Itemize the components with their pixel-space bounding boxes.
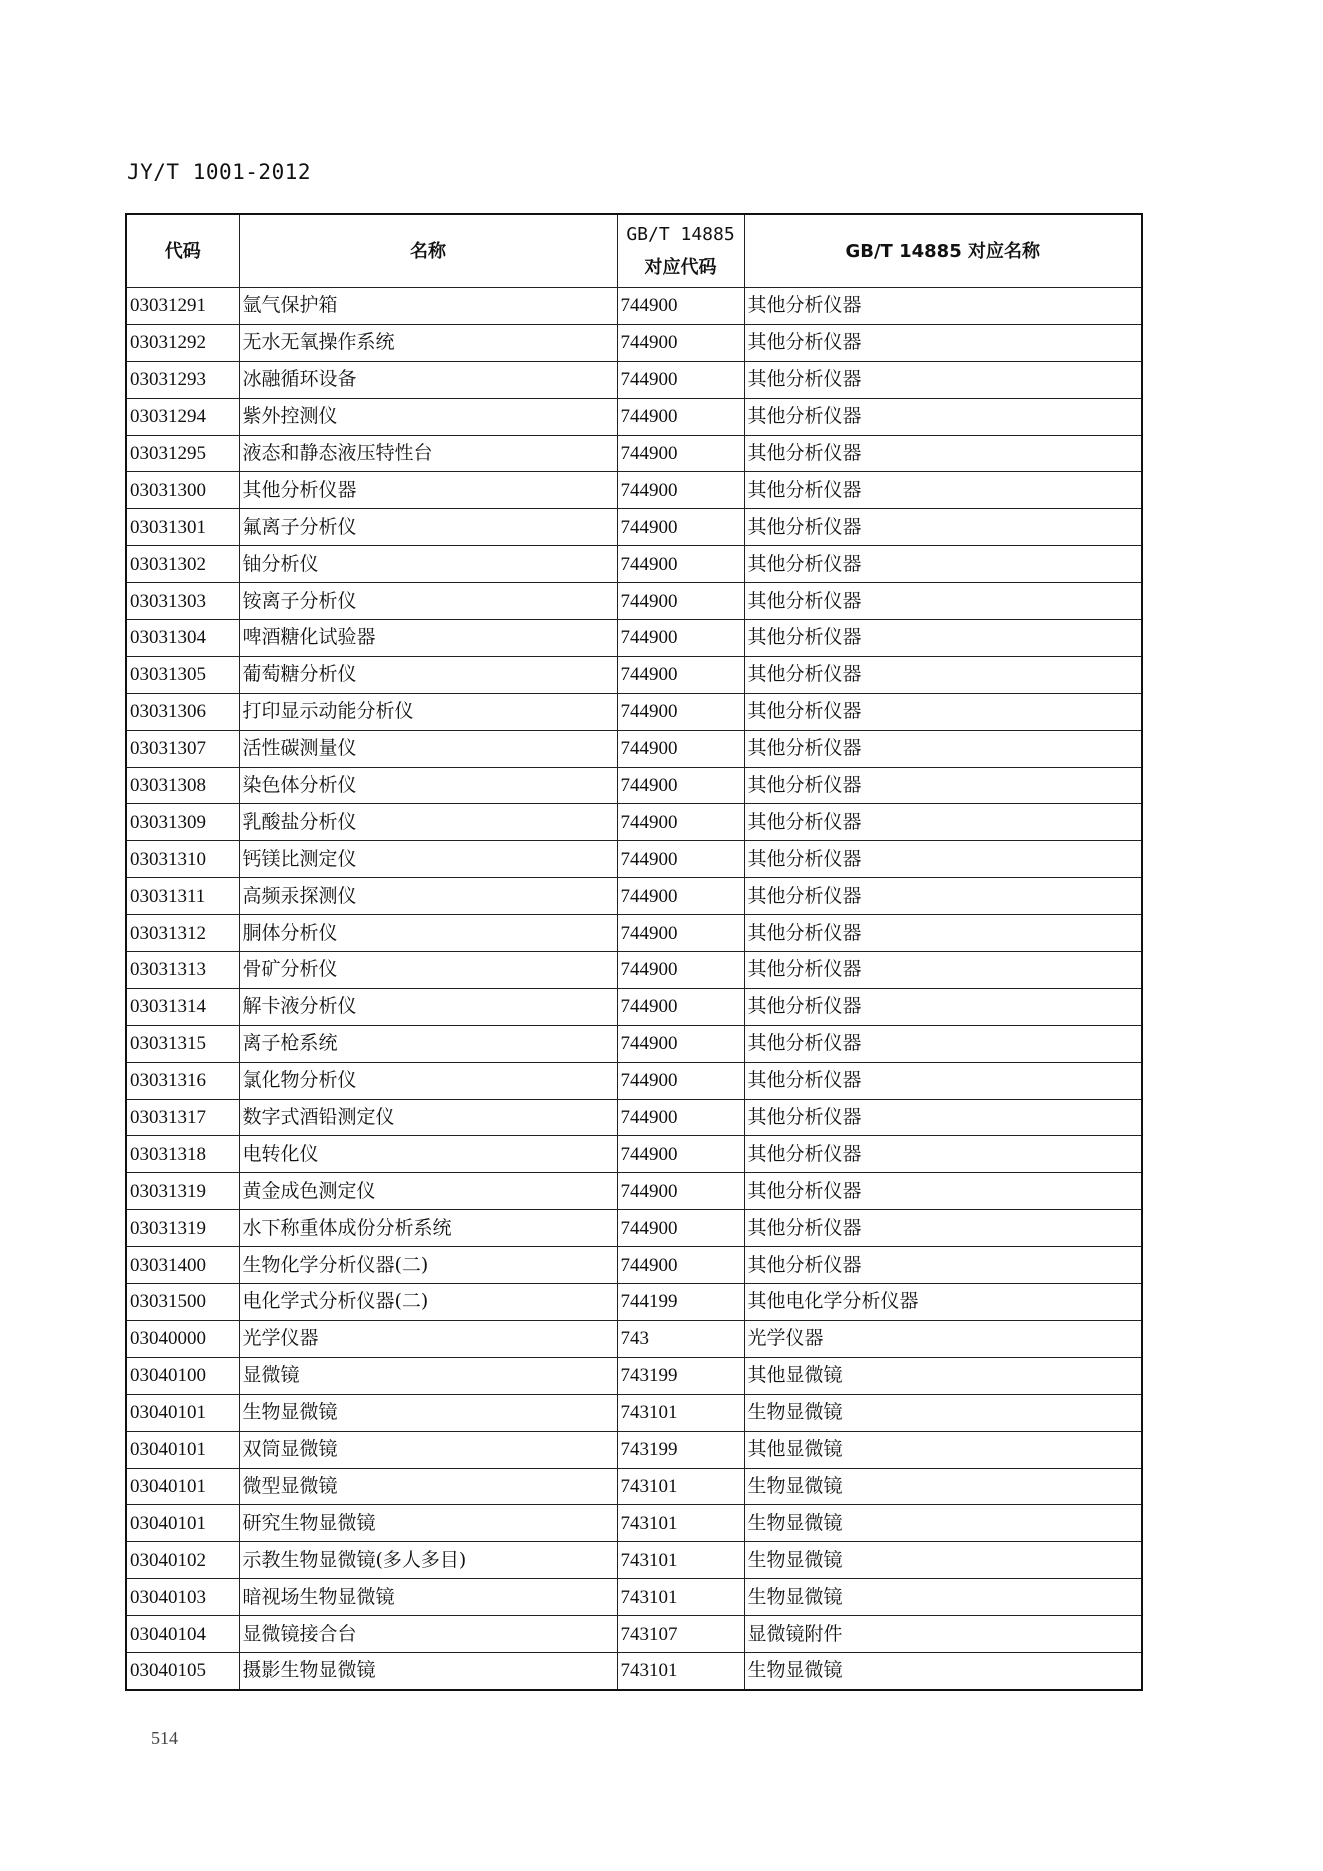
cell-gb-name: 其他分析仪器 [744,656,1142,693]
cell-gb-code: 743101 [617,1542,744,1579]
table-row [126,398,1142,435]
cell-gb-code: 744900 [617,509,744,546]
cell-gb-code: 744900 [617,398,744,435]
cell-code: 03031292 [126,324,239,361]
cell-gb-code: 743 [617,1320,744,1357]
cell-gb-code: 743199 [617,1431,744,1468]
column-header-gb-name: GB/T 14885 对应名称 [744,214,1142,288]
cell-name: 无水无氧操作系统 [239,324,617,361]
cell-gb-code: 744900 [617,1099,744,1136]
cell-gb-code: 744900 [617,361,744,398]
cell-gb-name: 其他显微镜 [744,1431,1142,1468]
column-header-gb-code [617,214,744,288]
cell-gb-code: 744900 [617,841,744,878]
cell-gb-name: 其他分析仪器 [744,620,1142,657]
cell-code: 03031318 [126,1136,239,1173]
column-header-gb-code-line2: 对应代码 [644,257,717,278]
cell-gb-name: 其他分析仪器 [744,915,1142,952]
cell-gb-name: 其他分析仪器 [744,1136,1142,1173]
table-row [126,435,1142,472]
cell-gb-name: 生物显微镜 [744,1579,1142,1616]
cell-name: 乳酸盐分析仪 [239,804,617,841]
cell-code: 03031295 [126,435,239,472]
cell-code: 03040000 [126,1320,239,1357]
table-row [126,915,1142,952]
cell-gb-name: 其他分析仪器 [744,398,1142,435]
table-row [126,1394,1142,1431]
cell-name: 研究生物显微镜 [239,1505,617,1542]
cell-gb-name: 其他分析仪器 [744,841,1142,878]
cell-gb-name: 其他分析仪器 [744,1099,1142,1136]
cell-gb-code: 744900 [617,988,744,1025]
cell-code: 03031303 [126,583,239,620]
cell-gb-code: 743101 [617,1505,744,1542]
cell-name: 啤酒糖化试验器 [239,620,617,657]
cell-name: 染色体分析仪 [239,767,617,804]
table-row [126,1579,1142,1616]
table-row [126,1247,1142,1284]
cell-gb-code: 744900 [617,656,744,693]
cell-gb-code: 743101 [617,1394,744,1431]
cell-code: 03031311 [126,878,239,915]
cell-name: 电转化仪 [239,1136,617,1173]
cell-gb-name: 其他分析仪器 [744,693,1142,730]
cell-gb-code: 744199 [617,1284,744,1321]
cell-gb-name: 生物显微镜 [744,1542,1142,1579]
cell-code: 03031313 [126,952,239,989]
cell-gb-code: 744900 [617,620,744,657]
table-row [126,841,1142,878]
table-row [126,1099,1142,1136]
table-row [126,288,1142,325]
cell-code: 03031400 [126,1247,239,1284]
cell-code: 03031305 [126,656,239,693]
cell-code: 03031319 [126,1210,239,1247]
cell-gb-code: 744900 [617,435,744,472]
cell-code: 03031314 [126,988,239,1025]
table-row [126,1542,1142,1579]
table-row [126,1284,1142,1321]
table-row [126,1025,1142,1062]
table-row [126,804,1142,841]
table-row [126,656,1142,693]
table-row [126,1062,1142,1099]
cell-gb-code: 744900 [617,804,744,841]
cell-gb-name: 其他分析仪器 [744,804,1142,841]
column-header-name: 名称 [239,214,617,288]
table-header-row [126,214,1142,288]
cell-gb-name: 其他分析仪器 [744,509,1142,546]
cell-code: 03031319 [126,1173,239,1210]
cell-gb-code: 743101 [617,1652,744,1689]
cell-code: 03031301 [126,509,239,546]
table-row [126,1431,1142,1468]
column-header-code: 代码 [126,214,239,288]
table-row [126,1616,1142,1653]
cell-gb-code: 744900 [617,730,744,767]
cell-name: 氩气保护箱 [239,288,617,325]
table-row [126,1505,1142,1542]
cell-code: 03040101 [126,1431,239,1468]
cell-code: 03040100 [126,1357,239,1394]
cell-gb-code: 744900 [617,1062,744,1099]
cell-gb-name: 生物显微镜 [744,1394,1142,1431]
cell-code: 03031307 [126,730,239,767]
cell-gb-code: 744900 [617,583,744,620]
cell-code: 03040103 [126,1579,239,1616]
cell-name: 显微镜接合台 [239,1616,617,1653]
table-row [126,767,1142,804]
cell-gb-name: 其他分析仪器 [744,988,1142,1025]
cell-name: 打印显示动能分析仪 [239,693,617,730]
cell-gb-name: 其他分析仪器 [744,767,1142,804]
cell-gb-code: 744900 [617,324,744,361]
cell-name: 显微镜 [239,1357,617,1394]
cell-name: 骨矿分析仪 [239,952,617,989]
cell-gb-name: 其他分析仪器 [744,1025,1142,1062]
cell-gb-name: 其他分析仪器 [744,435,1142,472]
cell-code: 03031293 [126,361,239,398]
cell-gb-name: 其他分析仪器 [744,730,1142,767]
table-row [126,361,1142,398]
cell-code: 03031309 [126,804,239,841]
cell-name: 紫外控测仪 [239,398,617,435]
cell-name: 示教生物显微镜(多人多目) [239,1542,617,1579]
cell-gb-name: 其他分析仪器 [744,1247,1142,1284]
cell-gb-name: 其他分析仪器 [744,1173,1142,1210]
cell-gb-name: 其他显微镜 [744,1357,1142,1394]
page-number: 514 [151,1728,178,1748]
cell-name: 离子枪系统 [239,1025,617,1062]
cell-gb-name: 生物显微镜 [744,1652,1142,1689]
cell-name: 氯化物分析仪 [239,1062,617,1099]
cell-name: 氟离子分析仪 [239,509,617,546]
cell-gb-name: 其他分析仪器 [744,952,1142,989]
cell-gb-name: 光学仪器 [744,1320,1142,1357]
cell-name: 液态和静态液压特性台 [239,435,617,472]
cell-gb-name: 其他分析仪器 [744,288,1142,325]
cell-code: 03031294 [126,398,239,435]
cell-name: 电化学式分析仪器(二) [239,1284,617,1321]
cell-gb-code: 744900 [617,767,744,804]
cell-gb-name: 其他分析仪器 [744,1062,1142,1099]
cell-gb-name: 生物显微镜 [744,1505,1142,1542]
cell-name: 黄金成色测定仪 [239,1173,617,1210]
cell-gb-code: 744900 [617,915,744,952]
cell-name: 生物显微镜 [239,1394,617,1431]
cell-name: 活性碳测量仪 [239,730,617,767]
table-row [126,324,1142,361]
table-row [126,878,1142,915]
cell-code: 03031306 [126,693,239,730]
cell-gb-code: 744900 [617,1173,744,1210]
cell-code: 03031308 [126,767,239,804]
cell-code: 03031300 [126,472,239,509]
cell-name: 其他分析仪器 [239,472,617,509]
table-row [126,730,1142,767]
document-header: JY/T 1001-2012 [127,160,312,184]
table-row [126,1173,1142,1210]
table-row [126,472,1142,509]
cell-code: 03031315 [126,1025,239,1062]
table-row [126,583,1142,620]
cell-code: 03031310 [126,841,239,878]
cell-name: 摄影生物显微镜 [239,1652,617,1689]
cell-gb-name: 其他分析仪器 [744,324,1142,361]
cell-gb-name: 其他分析仪器 [744,1210,1142,1247]
table-row [126,509,1142,546]
cell-name: 冰融循环设备 [239,361,617,398]
cell-code: 03031317 [126,1099,239,1136]
table-row [126,1136,1142,1173]
cell-gb-code: 744900 [617,952,744,989]
cell-code: 03031500 [126,1284,239,1321]
cell-gb-name: 其他分析仪器 [744,583,1142,620]
cell-code: 03031316 [126,1062,239,1099]
cell-name: 光学仪器 [239,1320,617,1357]
cell-code: 03040101 [126,1468,239,1505]
cell-code: 03031291 [126,288,239,325]
cell-name: 水下称重体成份分析系统 [239,1210,617,1247]
table-row [126,1468,1142,1505]
cell-name: 数字式酒铅测定仪 [239,1099,617,1136]
cell-name: 解卡液分析仪 [239,988,617,1025]
cell-name: 高频汞探测仪 [239,878,617,915]
table-body [126,288,1142,1690]
cell-gb-name: 其他分析仪器 [744,361,1142,398]
cell-gb-code: 744900 [617,1025,744,1062]
cell-gb-name: 其他电化学分析仪器 [744,1284,1142,1321]
column-header-gb-code-line1: GB/T 14885 [626,224,735,245]
cell-code: 03031302 [126,546,239,583]
cell-name: 葡萄糖分析仪 [239,656,617,693]
cell-gb-code: 744900 [617,878,744,915]
cell-code: 03040105 [126,1652,239,1689]
cell-code: 03040101 [126,1505,239,1542]
table-row [126,1320,1142,1357]
cell-code: 03040101 [126,1394,239,1431]
cell-gb-name: 其他分析仪器 [744,546,1142,583]
cell-gb-code: 744900 [617,546,744,583]
cell-gb-name: 其他分析仪器 [744,472,1142,509]
cell-gb-code: 743101 [617,1579,744,1616]
cell-gb-name: 生物显微镜 [744,1468,1142,1505]
cell-code: 03031312 [126,915,239,952]
cell-name: 铀分析仪 [239,546,617,583]
cell-name: 铵离子分析仪 [239,583,617,620]
cell-gb-name: 显微镜附件 [744,1616,1142,1653]
cell-gb-code: 743107 [617,1616,744,1653]
cell-gb-code: 744900 [617,1136,744,1173]
cell-gb-name: 其他分析仪器 [744,878,1142,915]
cell-code: 03031304 [126,620,239,657]
cell-name: 双筒显微镜 [239,1431,617,1468]
cell-code: 03040102 [126,1542,239,1579]
table-row [126,1357,1142,1394]
table-row [126,620,1142,657]
equipment-code-table [125,213,1143,1691]
table-row [126,1210,1142,1247]
table-row [126,952,1142,989]
cell-code: 03040104 [126,1616,239,1653]
cell-name: 钙镁比测定仪 [239,841,617,878]
cell-name: 微型显微镜 [239,1468,617,1505]
cell-gb-code: 744900 [617,1247,744,1284]
cell-gb-code: 744900 [617,693,744,730]
cell-gb-code: 744900 [617,1210,744,1247]
table-row [126,1652,1142,1689]
cell-name: 胴体分析仪 [239,915,617,952]
table-row [126,693,1142,730]
cell-gb-code: 743101 [617,1468,744,1505]
table-row [126,546,1142,583]
table-row [126,988,1142,1025]
cell-gb-code: 744900 [617,472,744,509]
cell-name: 生物化学分析仪器(二) [239,1247,617,1284]
cell-gb-code: 743199 [617,1357,744,1394]
cell-name: 暗视场生物显微镜 [239,1579,617,1616]
cell-gb-code: 744900 [617,288,744,325]
